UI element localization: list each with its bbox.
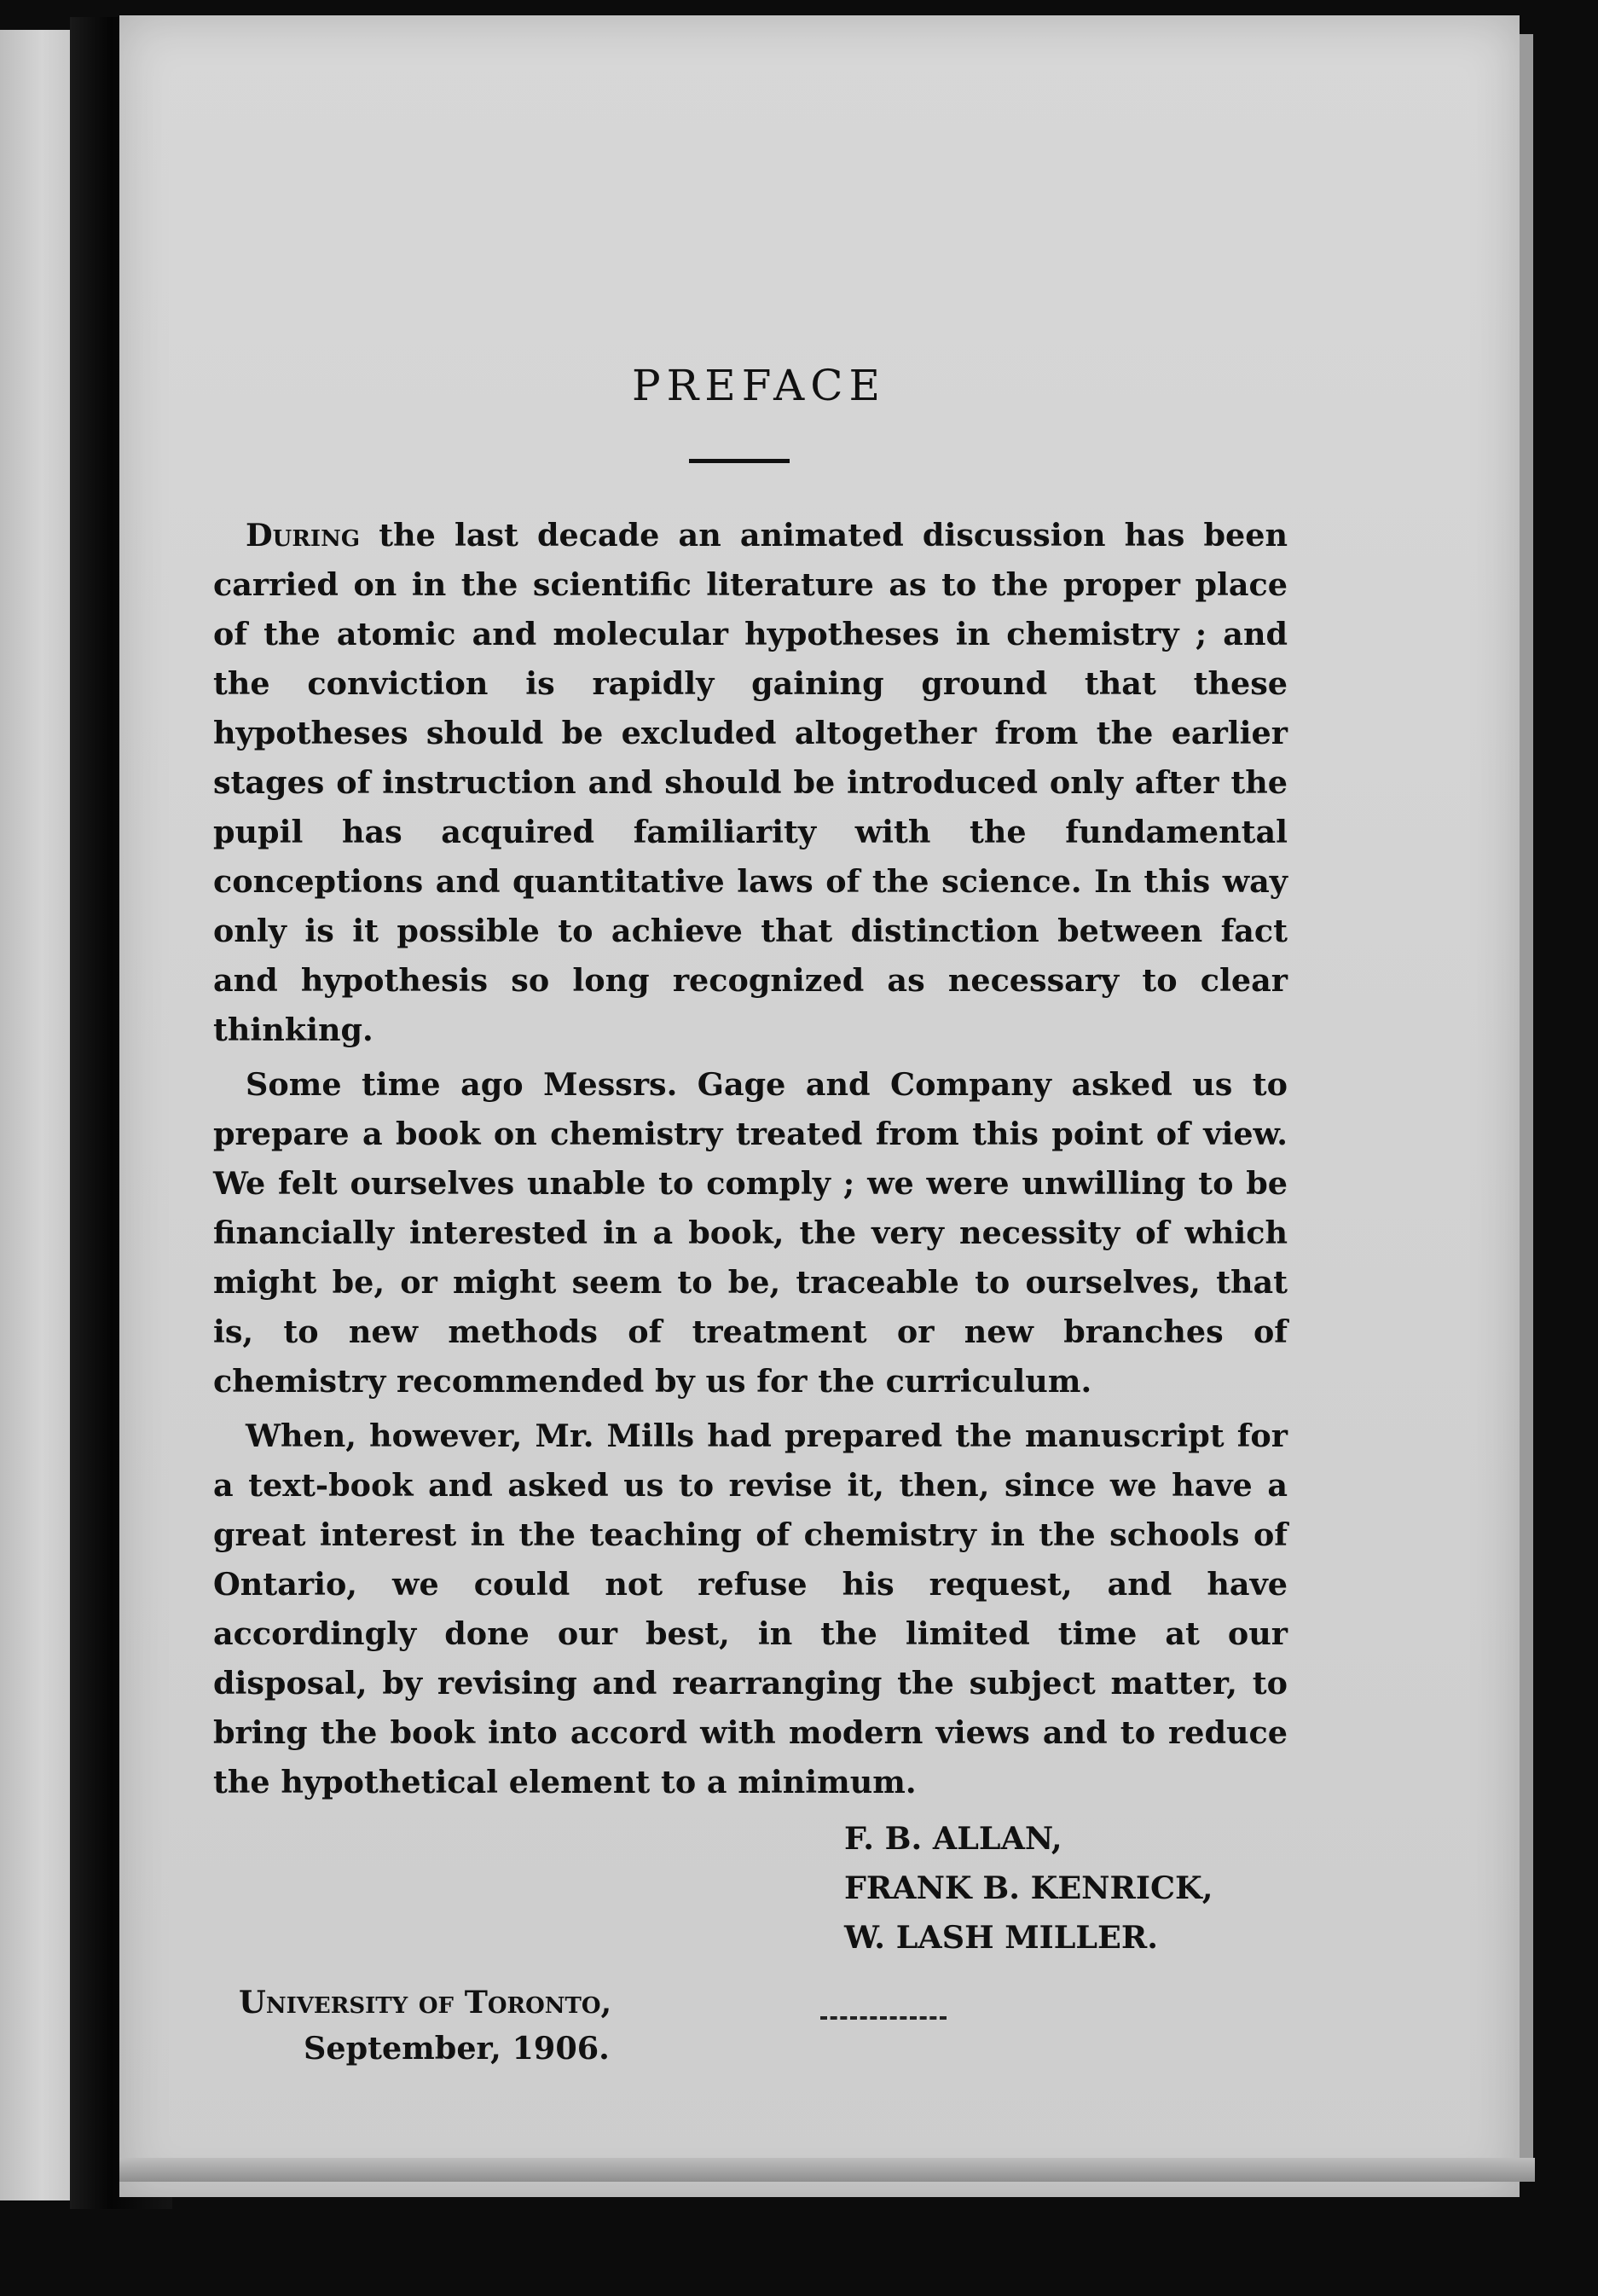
place-line: University of Toronto,	[239, 1984, 612, 2021]
signatory-miller: W. LASH MILLER.	[844, 1919, 1158, 1956]
date-line: September, 1906.	[304, 2030, 610, 2067]
paragraph-lead-word: During	[246, 517, 361, 554]
page-right-edge	[1520, 34, 1533, 2166]
signatory-allan: F. B. ALLAN,	[844, 1820, 1062, 1857]
title-rule	[689, 459, 790, 463]
facing-page-edge	[0, 30, 70, 2200]
page-title: PREFACE	[632, 361, 886, 410]
page-bottom-edge	[119, 2158, 1535, 2182]
preface-content	[213, 358, 1288, 2072]
closing-ornament-rule	[820, 2016, 947, 2023]
paragraph-3: When, however, Mr. Mills had prepared the manuscript for a text-book and asked us to revise it, then, since we have a great interest in the teaching of chemistry in the schools of Ontario, we could not refuse his request, and have accordingly done our best, in the limited time at our disposal, by revising and rearranging the subject matter, to bring the book into accord with modern views and to reduce the hypothetical element to a minimum.	[213, 1418, 1288, 1800]
paragraph-1	[213, 511, 1288, 1055]
dateline	[239, 1980, 1288, 2072]
paragraph-2: Some time ago Messrs. Gage and Company asked us to prepare a book on chemistry treated from this point of view. We felt ourselves unable to comply ; we were unwilling to be financially interested in a book, the very necessity of which might be, or might seem to be, traceable to ourselves, that is, to new methods of treatment or new branches of chemistry recommended by us for the curriculum.	[213, 1066, 1288, 1400]
signatory-kenrick: FRANK B. KENRICK,	[844, 1870, 1213, 1906]
paragraph-1-text: the last decade an animated discussion has been carried on in the scientific literature as to the proper place of the atomic and molecular hypotheses in chemistry ; and the conviction is rapidly gaining ground that these hypotheses should be excluded altogether from the earlier stages of instruction and should be introduced only after the pupil has acquired familiarity with the fundamental conceptions and quantitative laws of the science. In this way only is it possible to achieve that distinction between fact and hypothesis so long recognized as necessary to clear thinking.	[213, 517, 1288, 1048]
signatories	[844, 1814, 1288, 1963]
